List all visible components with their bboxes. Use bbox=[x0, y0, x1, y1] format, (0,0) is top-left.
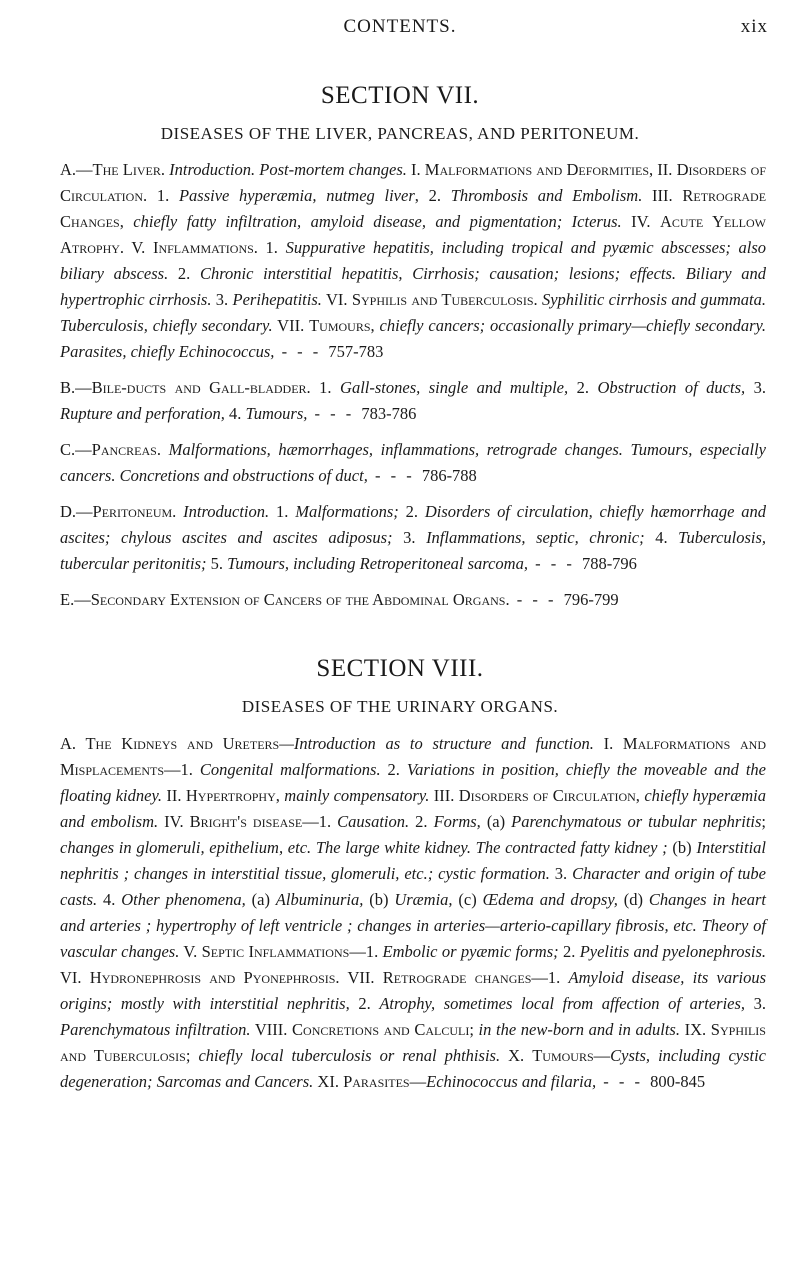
entry-text: in the new-born and in adults. bbox=[478, 1020, 680, 1039]
entry-text: Syphilis and Tuberculosis bbox=[351, 290, 534, 309]
entry-text: Tumours bbox=[532, 1046, 594, 1065]
entry-text: , II. bbox=[649, 160, 677, 179]
entry-text: . VII. bbox=[335, 968, 383, 987]
entry-text: Syphilis and Tuberculosis bbox=[60, 1020, 766, 1065]
entry-text: Amyloid disease, its various origins; mostly with interstitial nephritis, bbox=[60, 968, 767, 1013]
entry-text: ; bbox=[469, 1020, 479, 1039]
entry-text: 3. bbox=[392, 528, 427, 547]
entry-secondary-extension bbox=[60, 587, 766, 613]
entry-text: —1. bbox=[349, 942, 383, 961]
entry-text: Septic Inflammations bbox=[201, 942, 350, 961]
entry-text: Tumours, bbox=[245, 404, 308, 423]
section-viii-heading: SECTION VIII. bbox=[316, 655, 484, 682]
entry-text: III. bbox=[429, 786, 459, 805]
entry-text: 2. bbox=[380, 760, 407, 779]
entry-text: (b) bbox=[667, 838, 697, 857]
leader-dots: - - - bbox=[367, 466, 422, 485]
entry-text: (d) bbox=[617, 890, 649, 909]
entry-text: X. bbox=[500, 1046, 533, 1065]
entry-text: Embolic or pyæmic forms; bbox=[382, 942, 559, 961]
entry-text: Retrograde changes bbox=[382, 968, 532, 987]
entry-text: mainly compensatory. bbox=[284, 786, 430, 805]
entry-text: Rupture and perforation, bbox=[60, 404, 225, 423]
entry-text: 2. bbox=[398, 502, 425, 521]
entry-text: Atrophy, sometimes local from affection of arteries, bbox=[379, 994, 746, 1013]
leader-dots: - - - bbox=[274, 342, 329, 361]
entry-text: , 2. bbox=[414, 186, 451, 205]
entry-text: Bright's disease bbox=[189, 812, 303, 831]
entry-text: — bbox=[593, 1046, 611, 1065]
entry-title: —Secondary Extension of Cancers of the Abdominal Organs. bbox=[74, 590, 510, 609]
entry-text: . 1. bbox=[253, 238, 286, 257]
page-number: xix bbox=[740, 16, 768, 37]
entry-text: 2. bbox=[409, 812, 434, 831]
entry-text: Disorders of Circulation bbox=[458, 786, 636, 805]
entry-liver bbox=[60, 157, 766, 365]
entry-text: Causation. bbox=[337, 812, 410, 831]
entry-text: I. bbox=[406, 160, 425, 179]
entry-text: Parasites bbox=[343, 1072, 410, 1091]
entry-text: Parenchymatous infiltration. bbox=[60, 1020, 251, 1039]
page-range: 786-788 bbox=[421, 466, 477, 485]
entry-label: B. bbox=[60, 378, 76, 397]
entry-text: 3. bbox=[745, 378, 766, 397]
entry-text: 3. bbox=[745, 994, 767, 1013]
entry-text: Syphilitic cirrhosis and gummata. Tuberculosis, chiefly secondary. bbox=[60, 290, 766, 335]
entry-kidneys-ureters bbox=[60, 731, 766, 1095]
entry-title: —Pancreas. bbox=[75, 440, 161, 459]
entry-text: Obstruction of ducts, bbox=[597, 378, 746, 397]
running-header bbox=[0, 14, 800, 44]
entry-text: 2. bbox=[568, 378, 598, 397]
entry-text: . 1. bbox=[143, 186, 179, 205]
entry-text: —1. bbox=[302, 812, 338, 831]
entry-text: , bbox=[275, 786, 285, 805]
entry-text: (b) bbox=[363, 890, 395, 909]
entry-text: Parenchymatous or tubular nephritis bbox=[511, 812, 762, 831]
entry-text: Hydronephrosis and Pyonephrosis bbox=[89, 968, 336, 987]
entry-text: , bbox=[635, 786, 645, 805]
entry-text: Chronic interstitial hepatitis, Cirrhosis; causation; lesions; effects. Biliary and hypertrophic cirrhosis. bbox=[60, 264, 766, 309]
entry-text: 2. bbox=[168, 264, 200, 283]
entry-text: Hypertrophy bbox=[185, 786, 276, 805]
entry-text: Suppurative hepatitis, including tropical and pyæmic abscesses; also biliary abscess. bbox=[60, 238, 767, 283]
entry-text: 3. bbox=[549, 864, 573, 883]
entry-text: 1. bbox=[269, 502, 296, 521]
entry-text: (a) bbox=[245, 890, 276, 909]
entry-text: II. bbox=[162, 786, 186, 805]
entry-text: Congenital malformations. bbox=[199, 760, 381, 779]
entry-text: . bbox=[533, 290, 542, 309]
entry-text: Other phenomena, bbox=[121, 890, 246, 909]
entry-title: —The Liver. bbox=[76, 160, 165, 179]
entry-text: ; bbox=[761, 812, 767, 831]
entry-text: 4. bbox=[97, 890, 122, 909]
entry-text: Concretions and Calculi bbox=[292, 1020, 470, 1039]
page-range: 783-786 bbox=[361, 404, 417, 423]
entry-text: Albuminuria, bbox=[275, 890, 364, 909]
entry-text: Introduction. Post-mortem changes. bbox=[164, 160, 407, 179]
entry-text: 2. bbox=[558, 942, 580, 961]
entry-label: E. bbox=[60, 590, 75, 609]
entry-text: Malformations; bbox=[295, 502, 399, 521]
entry-label: D. bbox=[60, 502, 77, 521]
entry-text: ; bbox=[185, 1046, 199, 1065]
entry-text: 2. bbox=[349, 994, 380, 1013]
entry-text: 1. bbox=[310, 378, 341, 397]
entry-title: The Kidneys and Ureters bbox=[76, 734, 280, 753]
entry-bile-ducts bbox=[60, 375, 766, 427]
entry-text: IV. bbox=[621, 212, 660, 231]
entry-text: Pyelitis and pyelonephrosis. bbox=[579, 942, 766, 961]
entry-text: XI. bbox=[313, 1072, 344, 1091]
entry-text: Malformations and Deformities bbox=[424, 160, 650, 179]
page-range: 788-796 bbox=[581, 554, 637, 573]
entry-text: Introduction. bbox=[176, 502, 270, 521]
section-vii-subheading: DISEASES OF THE LIVER, PANCREAS, AND PERITONEUM. bbox=[160, 124, 640, 143]
entry-text: —1. bbox=[531, 968, 569, 987]
leader-dots: - - - bbox=[596, 1072, 651, 1091]
entry-text: Perihepatitis. bbox=[232, 290, 322, 309]
entry-text: Variations in position, chiefly the moveable and the floating kidney. bbox=[60, 760, 767, 805]
entry-text: —Introduction as to structure and function. bbox=[279, 734, 594, 753]
entry-text: (c) bbox=[452, 890, 483, 909]
page-range: 800-845 bbox=[650, 1072, 706, 1091]
entry-text: Acute Yellow Atrophy bbox=[60, 212, 766, 257]
entry-text: Disorders of circulation, chiefly hæmorrhage and ascites; chylous ascites and ascites adiposus; bbox=[60, 502, 766, 547]
section-vii-heading: SECTION VII. bbox=[320, 82, 480, 109]
entry-text: . V. bbox=[119, 238, 153, 257]
entry-pancreas bbox=[60, 437, 766, 489]
entry-text: I. bbox=[593, 734, 623, 753]
entry-text: 5. bbox=[206, 554, 228, 573]
entry-label: A. bbox=[60, 160, 77, 179]
entry-text: chiefly hyperæmia and embolism. bbox=[60, 786, 766, 831]
entry-text: —1. bbox=[164, 760, 200, 779]
entry-text: changes in glomeruli, epithelium, etc. The large white kidney. The contracted fatty kidney ; bbox=[60, 838, 668, 857]
entry-text: chiefly local tuberculosis or renal phthisis. bbox=[198, 1046, 501, 1065]
entry-text: Thrombosis and Embolism. bbox=[450, 186, 643, 205]
entry-text: Malformations, hæmorrhages, inflammations, retrograde changes. Tumours, especially cancers. Concretions and obstructions of duct, bbox=[60, 440, 766, 485]
entry-text: Retrograde Changes bbox=[60, 186, 767, 231]
entry-text: 4. bbox=[224, 404, 246, 423]
entry-text: 4. bbox=[644, 528, 679, 547]
entry-text: (a) bbox=[480, 812, 512, 831]
leader-dots: - - - bbox=[307, 404, 362, 423]
entry-label: C. bbox=[60, 440, 76, 459]
entry-text: VI. bbox=[321, 290, 352, 309]
entry-text: — bbox=[409, 1072, 427, 1091]
entry-text: Interstitial nephritis ; changes in interstitial tissue, glomeruli, etc.; cystic formation. bbox=[60, 838, 766, 883]
entry-text: V. bbox=[179, 942, 202, 961]
entry-text: Gall-stones, single and multiple, bbox=[340, 378, 569, 397]
entry-text: Tumours, including Retroperitoneal sarcoma, bbox=[227, 554, 528, 573]
entry-text: Inflammations bbox=[152, 238, 254, 257]
entry-text: Cysts, including cystic degeneration; Sarcomas and Cancers. bbox=[60, 1046, 767, 1091]
entry-text: Inflammations, septic, chronic; bbox=[426, 528, 645, 547]
entry-text: Changes in heart and arteries ; hypertrophy of left ventricle ; changes in arteries—arterio-capillary fibrosis, etc. Theory of vascular changes. bbox=[60, 890, 766, 961]
entry-text: VII. bbox=[272, 316, 310, 335]
entry-text: 3. bbox=[211, 290, 233, 309]
entry-title: —Peritoneum. bbox=[76, 502, 177, 521]
page-range: 796-799 bbox=[563, 590, 619, 609]
entry-text: Uræmia, bbox=[394, 890, 453, 909]
entry-text: Disorders of Circulation bbox=[60, 160, 766, 205]
entry-text: Echinococcus and filaria, bbox=[426, 1072, 597, 1091]
entry-text: VI. bbox=[60, 968, 90, 987]
entry-text: Character and origin of tube casts. bbox=[60, 864, 766, 909]
entry-peritoneum bbox=[60, 499, 766, 577]
entry-label: A. bbox=[60, 734, 77, 753]
leader-dots: - - - bbox=[509, 590, 564, 609]
entry-text: chiefly fatty infiltration, amyloid disease, and pigmentation; Icterus. bbox=[133, 212, 622, 231]
entry-text: Malformations and Misplacements bbox=[60, 734, 766, 779]
entry-text: , bbox=[370, 316, 380, 335]
entry-text: III. bbox=[642, 186, 683, 205]
page-range: 757-783 bbox=[328, 342, 384, 361]
entry-text: VIII. bbox=[250, 1020, 293, 1039]
leader-dots: - - - bbox=[527, 554, 582, 573]
entry-title: —Bile-ducts and Gall-bladder. bbox=[75, 378, 311, 397]
entry-text: IV. bbox=[158, 812, 190, 831]
entry-text: , bbox=[119, 212, 134, 231]
entry-text: chiefly cancers; occasionally primary—chiefly secondary. Parasites, chiefly Echinococcus, bbox=[60, 316, 767, 361]
section-viii-subheading: DISEASES OF THE URINARY ORGANS. bbox=[241, 697, 559, 716]
running-title: CONTENTS. bbox=[343, 16, 457, 37]
entry-text: Passive hyperæmia, nutmeg liver bbox=[178, 186, 415, 205]
entry-text: IX. bbox=[679, 1020, 711, 1039]
entry-text: Œdema and dropsy, bbox=[482, 890, 618, 909]
entry-text: Tuberculosis, tubercular peritonitis; bbox=[60, 528, 767, 573]
entry-text: Forms, bbox=[433, 812, 481, 831]
entry-text: Tumours bbox=[309, 316, 371, 335]
